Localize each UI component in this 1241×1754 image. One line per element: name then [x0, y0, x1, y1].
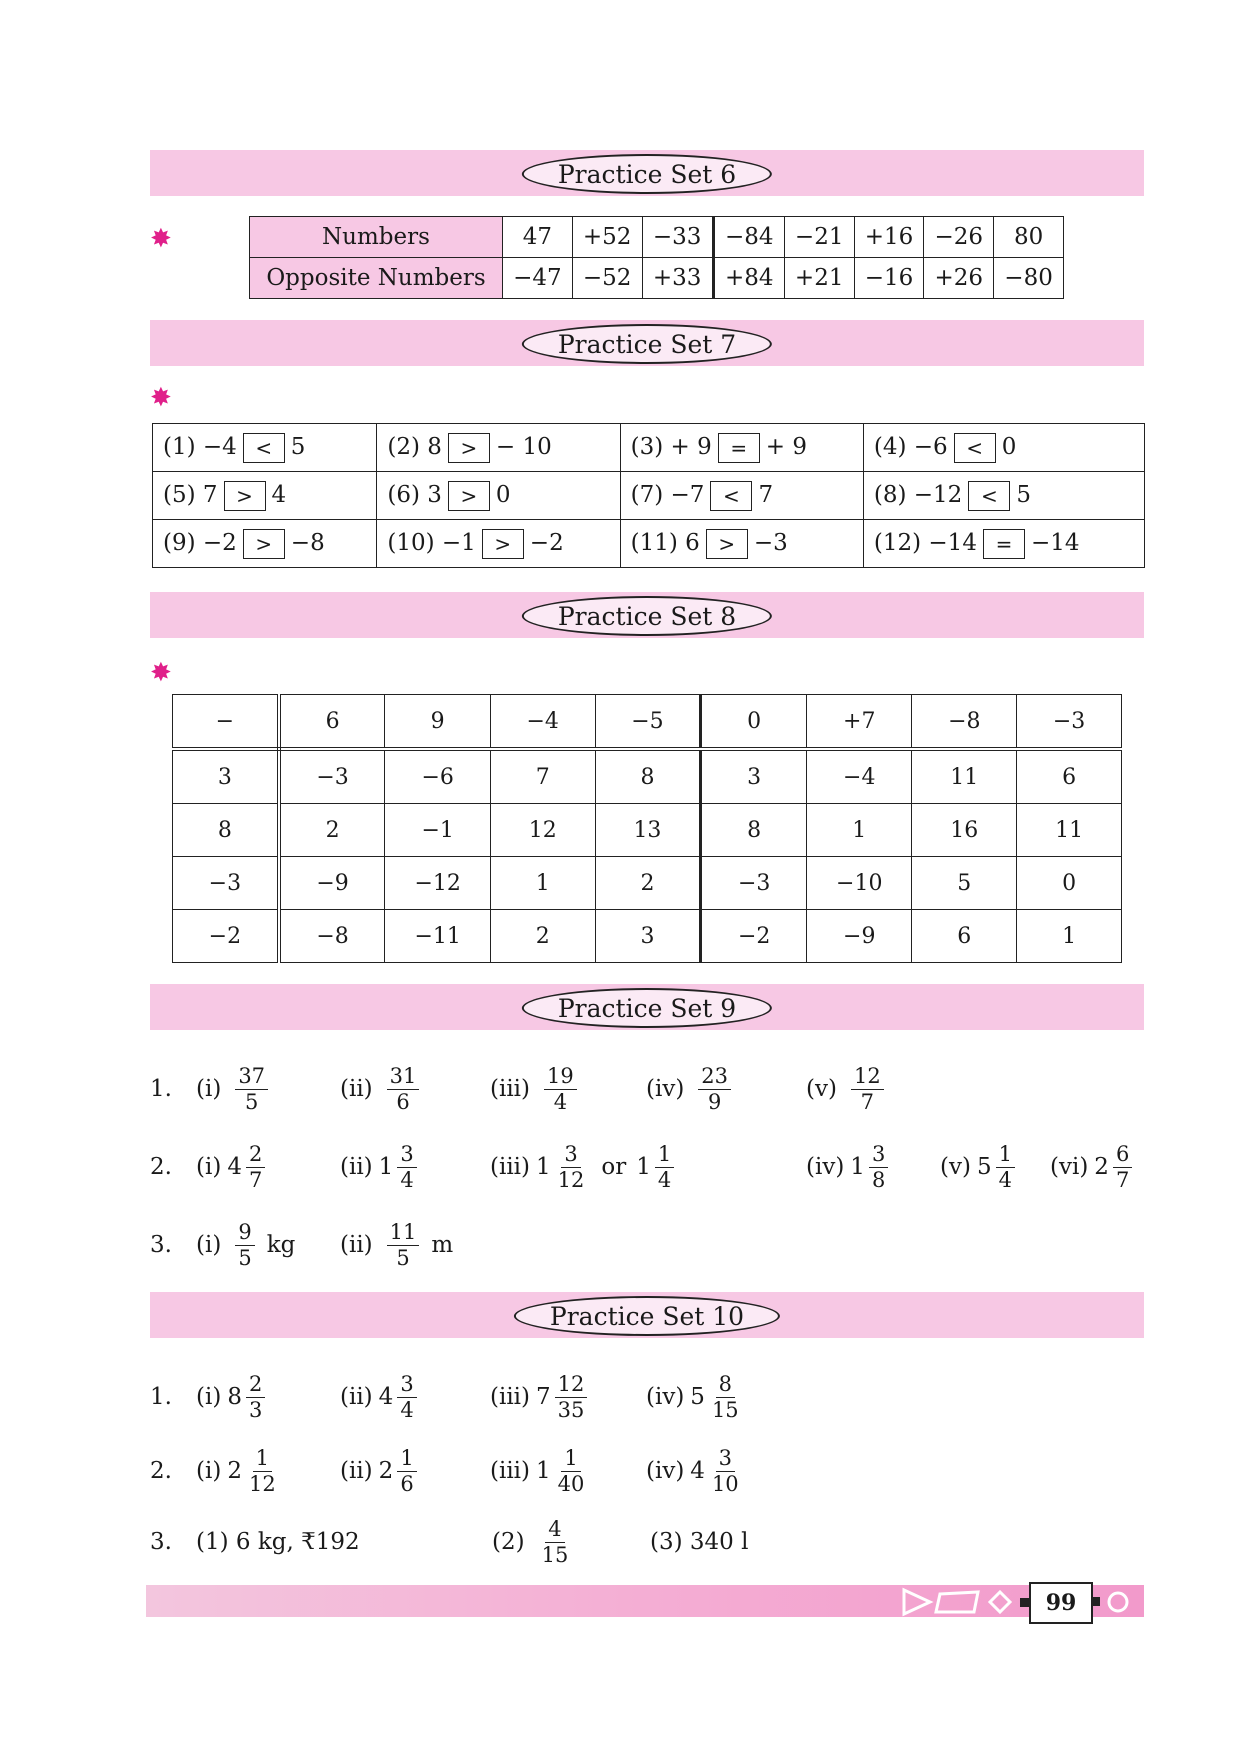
decorative-shapes-icon	[900, 1586, 1030, 1618]
practice-set-7-banner	[150, 320, 1144, 366]
answer-item	[196, 1136, 269, 1198]
denominator: 4	[553, 1089, 568, 1114]
table-cell: 2	[490, 910, 595, 963]
comparison-cell	[377, 424, 620, 472]
subtraction-table	[172, 694, 1122, 963]
answer-item	[340, 1058, 423, 1120]
table-cell: +16	[854, 217, 924, 258]
denominator: 15	[541, 1542, 569, 1567]
numerator: 2	[246, 1142, 265, 1167]
answer-item	[340, 1214, 453, 1276]
table-cell: −9	[807, 910, 912, 963]
table-cell: −80	[994, 258, 1064, 299]
fraction	[996, 1142, 1015, 1191]
table-cell: 3	[595, 910, 701, 963]
denominator: 35	[557, 1397, 585, 1422]
table-cell: +84	[713, 258, 784, 299]
comparison-symbol: >	[706, 529, 748, 559]
table-cell: 0	[1017, 857, 1122, 910]
answer-item	[490, 1440, 591, 1502]
table-cell: 1	[807, 804, 912, 857]
table-row	[173, 749, 1122, 804]
table-cell: −26	[924, 217, 994, 258]
denominator: 4	[657, 1167, 672, 1192]
answer-item	[340, 1366, 421, 1428]
table-cell: −21	[784, 217, 854, 258]
right-value: −8	[290, 529, 325, 556]
fraction	[539, 1517, 572, 1566]
table-cell: −12	[385, 857, 490, 910]
answer-item	[340, 1440, 421, 1502]
comparison-cell	[377, 520, 620, 568]
table-cell: −1	[385, 804, 490, 857]
table-cell: 2	[595, 857, 701, 910]
answer-row	[150, 1511, 1150, 1573]
table-header-row	[173, 695, 1122, 750]
table-cell: −33	[642, 217, 713, 258]
fraction	[246, 1372, 265, 1421]
left-value: (7) −7	[630, 481, 705, 508]
comparison-cell	[863, 472, 1144, 520]
answer-label: (2)	[492, 1529, 525, 1555]
right-value: −3	[753, 529, 788, 556]
column-header: 9	[385, 695, 490, 750]
fraction	[709, 1446, 742, 1495]
comparison-symbol: <	[968, 481, 1010, 511]
denominator: 9	[707, 1089, 722, 1114]
right-value: −2	[529, 529, 564, 556]
answer-item	[196, 1511, 360, 1573]
practice-set-9-banner	[150, 984, 1144, 1030]
whole-number: 2	[378, 1458, 394, 1484]
numerator: 11	[387, 1220, 420, 1245]
page-number: 99	[1029, 1582, 1093, 1624]
table-cell: 3	[701, 749, 807, 804]
right-value: 4	[271, 481, 287, 508]
answer-item	[646, 1366, 746, 1428]
answer-item	[196, 1214, 295, 1276]
answer-label: (v)	[940, 1154, 971, 1180]
table-cell: 11	[1017, 804, 1122, 857]
comparison-cell	[377, 472, 620, 520]
answer-item	[1050, 1136, 1136, 1198]
comparison-cell	[153, 424, 377, 472]
left-value: (8) −12	[873, 481, 963, 508]
comparison-symbol: >	[224, 481, 266, 511]
bullet-icon: ✸	[150, 383, 172, 413]
denominator: 4	[400, 1167, 414, 1192]
left-value: (4) −6	[873, 433, 948, 460]
section-title: Practice Set 10	[514, 1296, 780, 1336]
bullet-icon: ✸	[150, 658, 172, 688]
fraction	[235, 1064, 268, 1113]
table-cell: 8	[701, 804, 807, 857]
denominator: 4	[998, 1167, 1012, 1192]
numerator: 12	[555, 1372, 588, 1397]
table-cell: +52	[572, 217, 642, 258]
answer-label: (ii)	[340, 1232, 373, 1258]
whole-number: 4	[690, 1458, 705, 1484]
table-cell: −52	[572, 258, 642, 299]
denominator: 7	[1115, 1167, 1130, 1192]
comparison-cell	[620, 472, 863, 520]
answer-label: (i)	[196, 1154, 222, 1180]
answer-text: (3) 340 l	[650, 1529, 749, 1555]
answer-label: (i)	[196, 1384, 222, 1410]
circle-icon	[1092, 1587, 1136, 1617]
column-header: +7	[807, 695, 912, 750]
fraction	[544, 1064, 577, 1113]
fraction	[397, 1446, 416, 1495]
fraction	[397, 1372, 416, 1421]
answer-label: (ii)	[340, 1076, 373, 1102]
fraction	[246, 1142, 265, 1191]
fraction	[698, 1064, 731, 1113]
answer-item	[646, 1058, 735, 1120]
bullet-icon: ✸	[150, 224, 172, 254]
table-cell: 8	[595, 749, 701, 804]
answer-label: (iv)	[646, 1458, 685, 1484]
whole-number: 4	[378, 1384, 394, 1410]
question-number: 3.	[150, 1529, 172, 1555]
answer-row	[150, 1058, 1150, 1120]
comparison-symbol: <	[243, 433, 285, 463]
table-cell: +26	[924, 258, 994, 299]
answer-label: (v)	[806, 1076, 837, 1102]
right-value: 7	[758, 481, 774, 508]
comparison-cell	[863, 424, 1144, 472]
numerator: 1	[561, 1446, 580, 1471]
fraction	[387, 1064, 420, 1113]
column-header: 0	[701, 695, 807, 750]
fraction	[397, 1142, 416, 1191]
answer-item	[940, 1136, 1019, 1198]
table-cell: 6	[912, 910, 1017, 963]
table-row	[173, 910, 1122, 963]
table-row	[153, 472, 1145, 520]
answer-label: (ii)	[340, 1154, 373, 1180]
right-value: 0	[1001, 433, 1017, 460]
whole-number: 4	[227, 1154, 242, 1180]
denominator: 15	[711, 1397, 739, 1422]
numerator: 1	[253, 1446, 272, 1471]
comparison-symbol: >	[448, 433, 490, 463]
comparison-cell	[153, 520, 377, 568]
fraction	[387, 1220, 420, 1269]
table-cell: 6	[1017, 749, 1122, 804]
denominator: 5	[238, 1245, 252, 1270]
practice-set-8-banner	[150, 592, 1144, 638]
unit-text: kg	[266, 1232, 296, 1258]
numerator: 12	[851, 1064, 884, 1089]
answer-item	[340, 1136, 421, 1198]
table-cell: 2	[279, 804, 385, 857]
fraction	[555, 1446, 588, 1495]
table-cell: +33	[642, 258, 713, 299]
table-row	[153, 424, 1145, 472]
denominator: 6	[400, 1471, 414, 1496]
comparison-symbol: =	[718, 433, 760, 463]
denominator: 7	[248, 1167, 263, 1192]
row-label: Opposite Numbers	[250, 258, 503, 299]
section-title: Practice Set 8	[522, 596, 772, 636]
denominator: 5	[396, 1245, 410, 1270]
fraction	[851, 1064, 884, 1113]
row-header: −2	[173, 910, 279, 963]
whole-number: 2	[1094, 1154, 1109, 1180]
comparison-cell	[153, 472, 377, 520]
right-value: 5	[290, 433, 306, 460]
table-cell: +21	[784, 258, 854, 299]
answer-item	[806, 1058, 888, 1120]
column-header: 6	[279, 695, 385, 750]
comparison-cell	[620, 424, 863, 472]
question-number: 1.	[150, 1384, 172, 1410]
whole-number: 5	[976, 1154, 992, 1180]
whole-number: 2	[227, 1458, 242, 1484]
table-cell: −47	[503, 258, 573, 299]
answer-item	[492, 1511, 575, 1573]
numerator: 4	[545, 1517, 564, 1542]
numerator: 1	[655, 1142, 674, 1167]
section-title: Practice Set 9	[522, 988, 772, 1028]
denominator: 10	[711, 1471, 739, 1496]
denominator: 4	[400, 1397, 414, 1422]
answer-item	[650, 1511, 748, 1573]
table-corner: −	[173, 695, 279, 750]
numerator: 37	[235, 1064, 268, 1089]
table-cell: −4	[807, 749, 912, 804]
question-number: 2.	[150, 1154, 172, 1180]
column-header: −4	[490, 695, 595, 750]
table-cell: 12	[490, 804, 595, 857]
table-cell: −10	[807, 857, 912, 910]
question-number: 2.	[150, 1458, 172, 1484]
practice-set-6-banner	[150, 150, 1144, 196]
answer-label: (iv)	[646, 1076, 685, 1102]
section-title: Practice Set 6	[522, 154, 772, 194]
table-cell: 1	[490, 857, 595, 910]
answer-row	[150, 1366, 1150, 1428]
answer-item	[490, 1136, 678, 1198]
answer-label: (iii)	[490, 1154, 531, 1180]
answer-label: (iii)	[490, 1458, 531, 1484]
right-value: + 9	[765, 433, 807, 460]
numerator: 8	[716, 1372, 735, 1397]
left-value: (9) −2	[163, 529, 237, 556]
fraction	[869, 1142, 888, 1191]
answer-row	[150, 1136, 1150, 1198]
left-value: (10) −1	[387, 529, 476, 556]
answer-label: (iv)	[646, 1384, 685, 1410]
numerator: 3	[397, 1372, 416, 1397]
answer-label: (ii)	[340, 1384, 373, 1410]
left-value: (2) 8	[387, 433, 442, 460]
denominator: 12	[557, 1167, 585, 1192]
answer-item	[196, 1440, 283, 1502]
comparison-symbol: <	[954, 433, 996, 463]
numerator: 9	[235, 1220, 254, 1245]
numerator: 3	[716, 1446, 735, 1471]
table-cell: −3	[701, 857, 807, 910]
denominator: 7	[860, 1089, 874, 1114]
answer-label: (iii)	[490, 1076, 531, 1102]
numerator: 3	[397, 1142, 416, 1167]
comparison-table	[152, 423, 1145, 568]
answer-text: (1) 6 kg, ₹192	[196, 1529, 360, 1555]
numerator: 31	[387, 1064, 420, 1089]
table-cell: −9	[279, 857, 385, 910]
answer-item	[196, 1366, 269, 1428]
table-cell: −3	[279, 749, 385, 804]
denominator: 40	[557, 1471, 585, 1496]
table-cell: 5	[912, 857, 1017, 910]
table-cell: −6	[385, 749, 490, 804]
whole-number: 1	[536, 1154, 551, 1180]
unit-text: m	[431, 1232, 454, 1258]
row-header: −3	[173, 857, 279, 910]
comparison-symbol: =	[983, 529, 1025, 559]
fraction	[1113, 1142, 1132, 1191]
column-header: −3	[1017, 695, 1122, 750]
right-value: −14	[1030, 529, 1080, 556]
fraction	[555, 1142, 588, 1191]
or-text: or	[601, 1154, 627, 1180]
fraction	[555, 1372, 588, 1421]
answer-item	[806, 1136, 892, 1198]
answer-row	[150, 1440, 1150, 1502]
section-title: Practice Set 7	[522, 324, 772, 364]
whole-number: 1	[850, 1154, 865, 1180]
comparison-cell	[863, 520, 1144, 568]
fraction	[246, 1446, 279, 1495]
whole-number: 8	[227, 1384, 242, 1410]
comparison-symbol: <	[710, 481, 752, 511]
denominator: 5	[244, 1089, 259, 1114]
answer-row	[150, 1214, 1150, 1276]
left-value: (5) 7	[163, 481, 218, 508]
whole-number: 1	[636, 1154, 651, 1180]
right-value: − 10	[495, 433, 552, 460]
fraction	[235, 1220, 254, 1269]
table-cell: −2	[701, 910, 807, 963]
comparison-symbol: >	[243, 529, 285, 559]
table-cell: 11	[912, 749, 1017, 804]
answer-label: (vi)	[1050, 1154, 1089, 1180]
table-cell: −8	[279, 910, 385, 963]
table-cell: 1	[1017, 910, 1122, 963]
numerator: 1	[996, 1142, 1015, 1167]
answer-label: (ii)	[340, 1458, 373, 1484]
denominator: 6	[396, 1089, 410, 1114]
left-value: (11) 6	[630, 529, 700, 556]
right-value: 5	[1016, 481, 1031, 508]
whole-number: 1	[536, 1458, 551, 1484]
whole-number: 5	[690, 1384, 705, 1410]
answer-label: (iv)	[806, 1154, 845, 1180]
left-value: (3) + 9	[630, 433, 712, 460]
answer-label: (i)	[196, 1232, 222, 1258]
answer-item	[490, 1058, 581, 1120]
question-number: 1.	[150, 1076, 172, 1102]
answer-label: (i)	[196, 1076, 222, 1102]
right-value: 0	[495, 481, 511, 508]
answer-item	[490, 1366, 591, 1428]
denominator: 3	[248, 1397, 263, 1422]
table-cell: 7	[490, 749, 595, 804]
numerator: 3	[561, 1142, 580, 1167]
denominator: 12	[248, 1471, 276, 1496]
numerator: 23	[698, 1064, 731, 1089]
table-cell: 47	[503, 217, 573, 258]
denominator: 8	[871, 1167, 886, 1192]
opposite-numbers-table	[249, 216, 1064, 299]
left-value: (1) −4	[163, 433, 237, 460]
practice-set-10-banner	[150, 1292, 1144, 1338]
column-header: −5	[595, 695, 701, 750]
numerator: 2	[246, 1372, 265, 1397]
column-header: −8	[912, 695, 1017, 750]
row-header: 8	[173, 804, 279, 857]
table-cell: −11	[385, 910, 490, 963]
answer-label: (iii)	[490, 1384, 531, 1410]
whole-number: 1	[378, 1154, 394, 1180]
numerator: 19	[544, 1064, 577, 1089]
whole-number: 7	[536, 1384, 551, 1410]
table-cell: 16	[912, 804, 1017, 857]
row-label: Numbers	[250, 217, 503, 258]
answer-item	[646, 1440, 746, 1502]
comparison-cell	[620, 520, 863, 568]
fraction	[655, 1142, 674, 1191]
left-value: (6) 3	[387, 481, 442, 508]
left-value: (12) −14	[873, 529, 977, 556]
comparison-symbol: >	[448, 481, 490, 511]
answer-item	[196, 1058, 272, 1120]
table-cell: −84	[713, 217, 784, 258]
fraction	[709, 1372, 742, 1421]
table-cell: −16	[854, 258, 924, 299]
numerator: 6	[1113, 1142, 1132, 1167]
table-cell: 80	[994, 217, 1064, 258]
table-cell: 13	[595, 804, 701, 857]
table-row	[153, 520, 1145, 568]
numerator: 3	[869, 1142, 888, 1167]
numerator: 1	[397, 1446, 416, 1471]
table-row	[173, 804, 1122, 857]
row-header: 3	[173, 749, 279, 804]
question-number: 3.	[150, 1232, 172, 1258]
comparison-symbol: >	[482, 529, 524, 559]
table-row	[173, 857, 1122, 910]
answer-label: (i)	[196, 1458, 222, 1484]
